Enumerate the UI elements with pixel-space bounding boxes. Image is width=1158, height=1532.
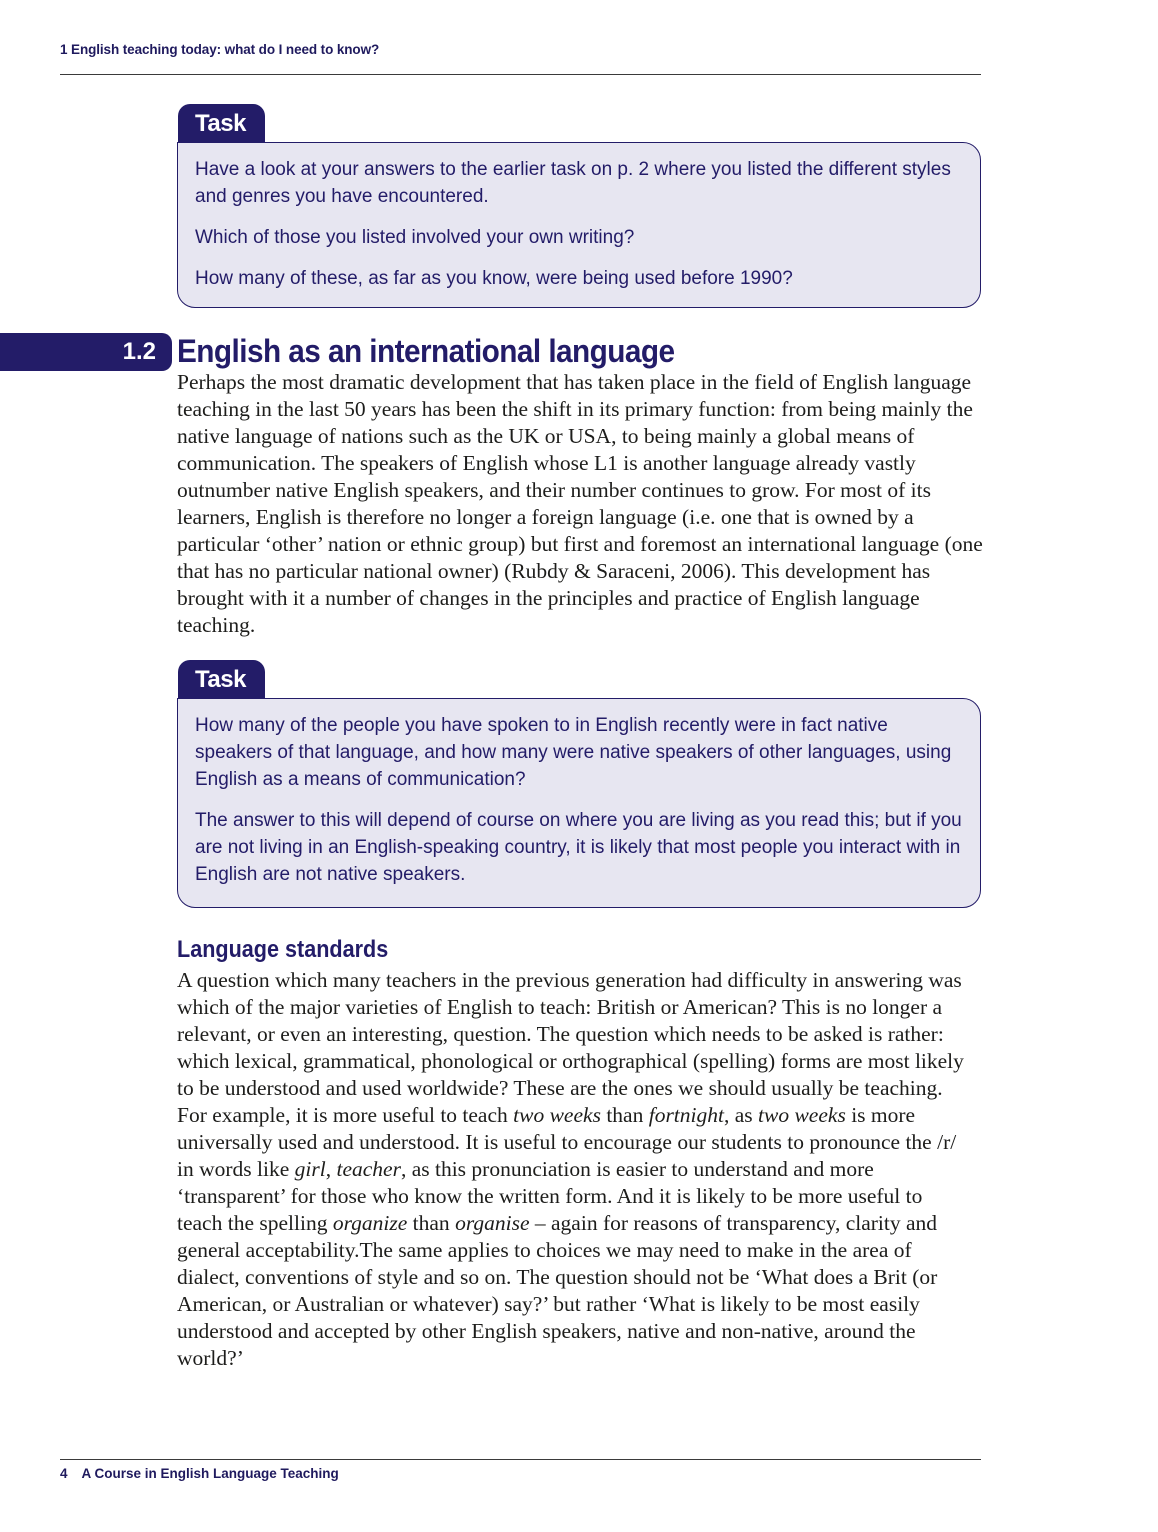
text-run: than (407, 1211, 456, 1235)
header-rule (60, 74, 981, 75)
italic-term: organize (332, 1211, 408, 1235)
task-paragraph: How many of the people you have spoken to in English recently were in fact native speakers of that language, and how many were native speakers of other languages, using English as a means of communication? (195, 715, 952, 790)
text-run: than (600, 1103, 649, 1127)
italic-term: girl (294, 1157, 326, 1181)
footer-rule (60, 1459, 981, 1460)
page-number: 4 (60, 1466, 68, 1481)
text-run: , (325, 1157, 337, 1181)
task-paragraph: The answer to this will depend of course on where you are living as you read this; but if you are not living in an English-speaking country, it is likely that most people you interact with in English are not native speakers. (195, 810, 962, 885)
task-box (177, 698, 981, 908)
text-run: is more universally used and understood. It is useful to encourage our students to pronounce the /r/ in words like (177, 1103, 957, 1181)
text-run: – again for reasons of transparency, clarity and general acceptability.The same applies to choices we may need to make in the area of dialect, conventions of style and so on. The question should not be ‘What does a Brit (or American, or Australian or whatever) say?’ but rather ‘What is likely to be most easily understood and accepted by other English speakers, native and non-native, around the world?’ (177, 1211, 938, 1370)
italic-term: fortnight (648, 1103, 724, 1127)
text-run: , as (723, 1103, 759, 1127)
section-title: English as an international language (177, 333, 675, 369)
italic-term: teacher (336, 1157, 401, 1181)
section-number-bar (0, 333, 172, 371)
italic-term: two weeks (758, 1103, 846, 1127)
task-paragraph: Have a look at your answers to the earlier task on p. 2 where you listed the different styles and genres you have encountered. (195, 159, 951, 207)
running-head: 1 English teaching today: what do I need to know? (60, 42, 380, 57)
task-paragraph: How many of these, as far as you know, were being used before 1990? (195, 268, 793, 289)
italic-term: organise (455, 1211, 530, 1235)
section-number: 1.2 (122, 338, 156, 365)
text-run: , as this pronunciation is easier to understand and more ‘transparent’ for those who know the written form. And it is likely to be more useful to teach the spelling (177, 1157, 923, 1235)
task-paragraph: Which of those you listed involved your own writing? (195, 227, 635, 248)
body-paragraph (177, 967, 967, 1372)
task-tab: Task (178, 104, 265, 144)
book-title: A Course in English Language Teaching (81, 1466, 339, 1481)
footer (60, 1466, 339, 1481)
italic-term: two weeks (513, 1103, 601, 1127)
task-tab: Task (178, 660, 265, 700)
body-paragraph: Perhaps the most dramatic development that has taken place in the field of English language teaching in the last 50 years has been the shift in its primary function: from being mainly the native language of nations such as the UK or USA, to being mainly a global means of communication. The speakers of English whose L1 is another language already vastly outnumber native English speakers, and their number continues to grow. For most of its learners, English is therefore no longer a foreign language (i.e. one that is owned by a particular ‘other’ nation or ethnic group) but first and foremost an international language (one that has no particular national owner) (Rubdy & Saraceni, 2006). This development has brought with it a number of changes in the principles and practice of English language teaching. (177, 370, 983, 637)
subsection-heading: Language standards (177, 936, 389, 963)
text-run: A question which many teachers in the previous generation had difficulty in answering was which of the major varieties of English to teach: British or American? This is no longer a relevant, or even an interesting, question. The question which needs to be asked is rather: which lexical, grammatical, phonological or orthographical (spelling) forms are most likely to be understood and used worldwide? These are the ones we should usually be teaching. For example, it is more useful to teach (177, 968, 964, 1127)
task-box (177, 142, 981, 308)
